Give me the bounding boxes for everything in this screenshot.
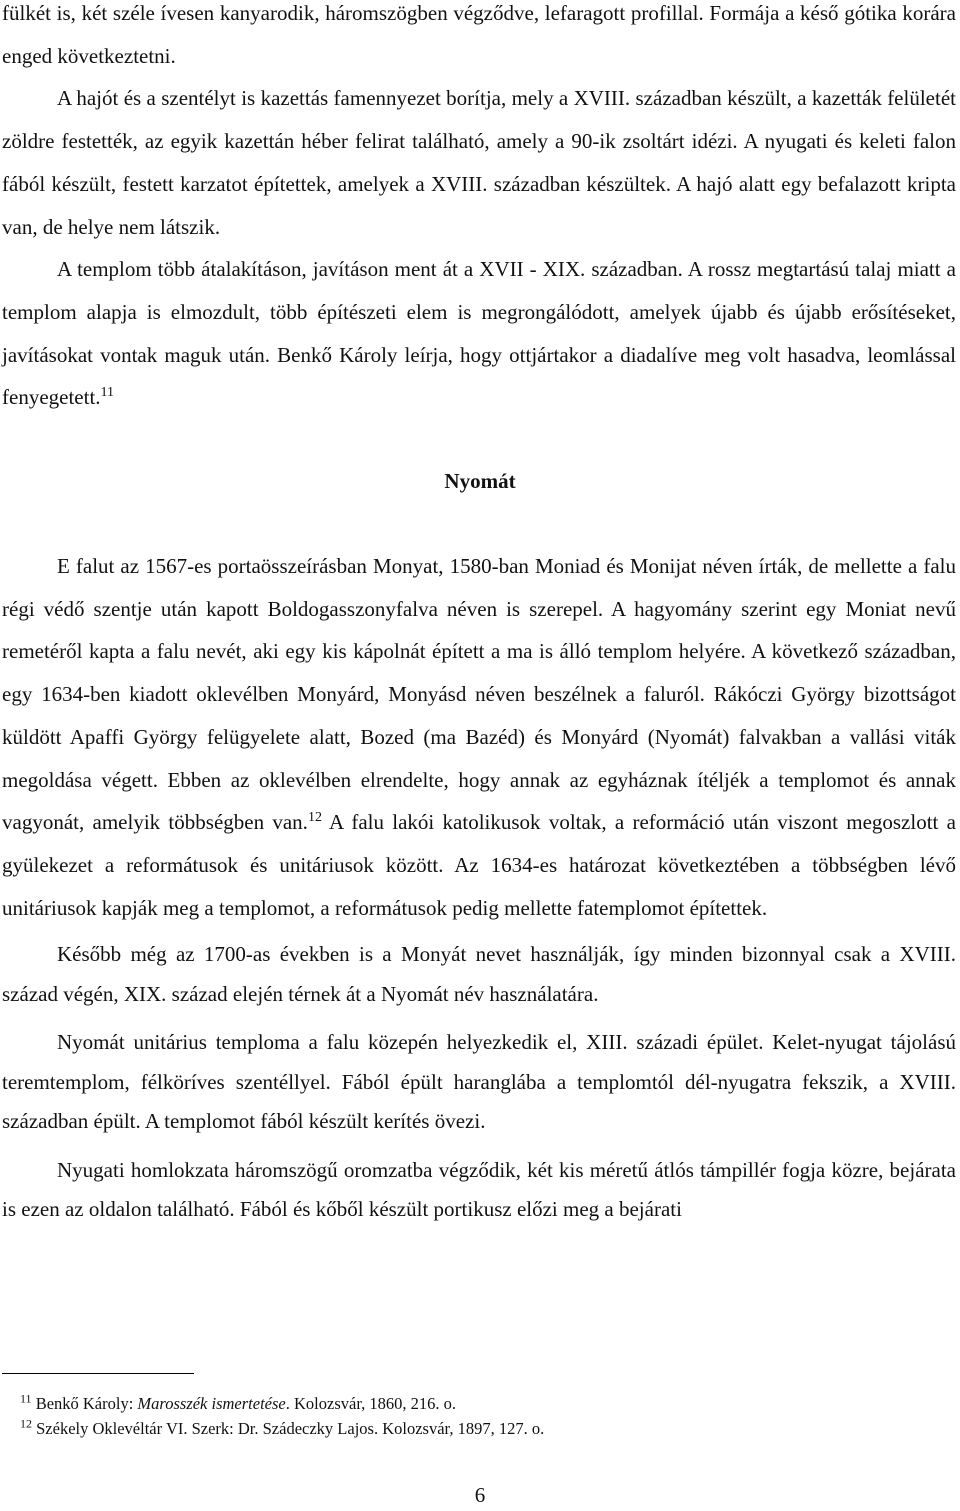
paragraph-renovations: A templom több átalakításon, javításon ment át a XVII - XIX. században. A rossz megtartású talaj miatt a templom alapja is elmozdult, több építészeti elem is megrongálódott, amelyek újabb és újabb erősítéseket, javításokat vontak maguk után. Benkő Károly leírja, hogy ottjártakor a diadalíve meg volt hasadva, leomlással fenyegetett.$^{11}$ (2, 257, 956, 410)
footnote-ref-11[interactable]: 11 (100, 385, 115, 401)
paragraph-history: E falut az 1567-es portaösszeírásban Monyat, 1580-ban Moniad és Monijat néven írták, de mellette a falu régi védő szentje után kapott Boldogasszonyfalva néven is szerepel. A hagyomány szerint egy Moniat nevű remetéről kapta a falu nevét, aki egy kis kápolnát épített a ma is álló templom helyére. A következő században, egy 1634-ben kiadott oklevélben Monyárd, Monyásd néven beszélnek a faluról. Rákóczi György bizottságot küldött Apaffi György felügyelete alatt, Bozed (ma Bazéd) és Monyárd (Nyomát) falvakban a vallási viták megoldása végett. Ebben az oklevélben elrendelte, hogy annak az egyháznak ítéljék a templomot és annak vagyonát, amelyik többségben van.$^{12}$ A falu lakói katolikusok voltak, a reformáció után viszont megoszlott a gyülekezet a reformátusok és unitáriusok között. Az 1634-es határozat következtében a többségben lévő unitáriusok kapják meg a templomot, a reformátusok pedig mellette fatemplomot építettek. (2, 554, 956, 920)
paragraph-church: Nyomát unitárius temploma a falu közepén helyezkedik el, XIII. századi épület. Kelet-nyugat tájolású teremtemplom, félköríves szentéllyel. Fából épült haranglába a templomtól dél-nyugatra fekszik, a XVIII. században épült. A templomot fából készült kerítés övezi. (2, 1030, 956, 1134)
footnote-11: $^{11}$ Benkő Károly: Marosszék ismertetése. Kolozsvár, 1860, 216. o. (20, 1391, 457, 1413)
footnote-separator (2, 1373, 194, 1374)
paragraph-name-change: Később még az 1700-as években is a Monyát nevet használják, így minden bizonnyal csak a XVIII. század végén, XIX. század elején térnek át a Nyomát név használatára. (2, 942, 956, 1006)
footnote-12: $^{12}$ Székely Oklevéltár VI. Szerk: Dr. Szádeczky Lajos. Kolozsvár, 1897, 127. o. (20, 1416, 545, 1438)
page-number: 6 (474, 1483, 486, 1507)
paragraph-ceiling: A hajót és a szentélyt is kazettás famennyezet borítja, mely a XVIII. században készült, a kazetták felületét zöldre festették, az egyik kazettán héber felirat található, amely a 90-ik zsoltárt idézi. A nyugati és keleti falon fából készült, festett karzatot építettek, amelyek a XVIII. században készültek. A hajó alatt egy befalazott kripta van, de helye nem látszik. (2, 86, 956, 239)
body-text-top (2, 0, 956, 419)
paragraph-facade: Nyugati homlokzata háromszögű oromzatba végződik, két kis méretű átlós támpillér fogja közre, bejárata is ezen az oldalon található. Fából és kőből készült portikusz előzi meg a bejárati (2, 1157, 956, 1222)
section-title: Nyomát (444, 469, 516, 493)
paragraph-continuation: fülkét is, két széle ívesen kanyarodik, háromszögben végződve, lefaragott profillal. Formája a késő gótika korára enged következtetni. (2, 1, 956, 68)
body-text-section (2, 545, 956, 1230)
footnote-ref-12[interactable]: 12 (307, 810, 322, 826)
